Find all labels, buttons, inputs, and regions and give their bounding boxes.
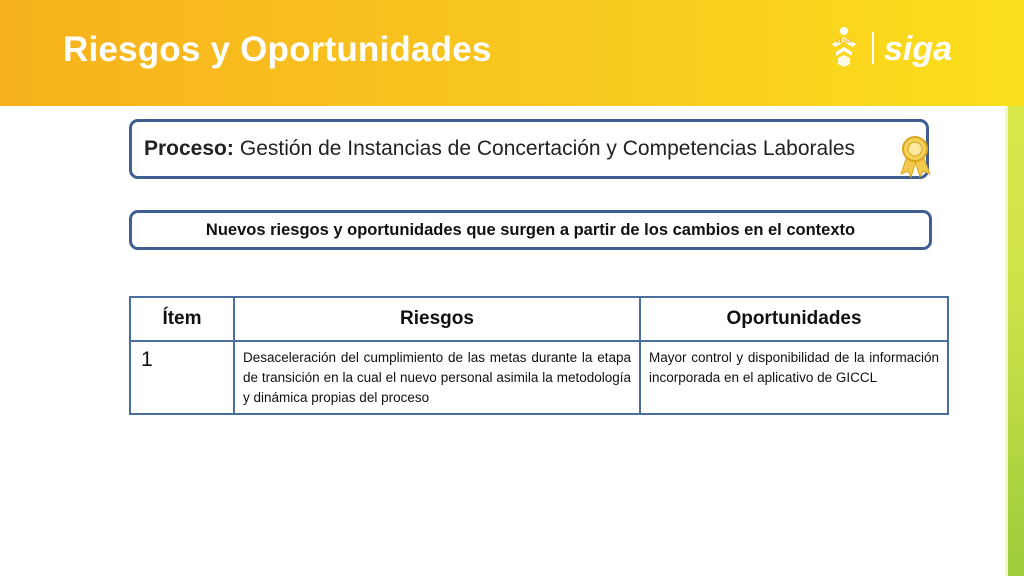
header-riesgos: Riesgos — [234, 297, 640, 341]
table-row — [130, 341, 948, 414]
risk-table — [129, 296, 949, 415]
sena-logo — [832, 27, 856, 67]
header-oportunidades: Oportunidades — [640, 297, 948, 341]
logo-divider — [872, 32, 874, 64]
page-title: Riesgos y Oportunidades — [63, 30, 492, 69]
context-subtitle: Nuevos riesgos y oportunidades que surgen a partir de los cambios en el contexto — [129, 210, 932, 250]
award-ribbon-icon — [897, 134, 935, 178]
cell-item: 1 — [130, 341, 234, 414]
svg-text:SENA: SENA — [835, 39, 853, 45]
sena-siga-logo — [822, 22, 972, 74]
header-banner — [0, 0, 1024, 106]
header-item: Ítem — [130, 297, 234, 341]
cell-riesgo: Desaceleración del cumplimiento de las metas durante la etapa de transición en la cual el nuevo personal asimila la metodología y dinámica propias del proceso — [234, 341, 640, 414]
siga-logo: siga — [884, 30, 953, 68]
table-header-row — [130, 297, 948, 341]
cell-oportunidad: Mayor control y disponibilidad de la información incorporada en el aplicativo de GICCL — [640, 341, 948, 414]
process-value: Gestión de Instancias de Concertación y Competencias Laborales — [239, 137, 856, 160]
process-label: Proceso: — [144, 137, 234, 160]
side-strip — [1008, 106, 1024, 576]
process-box — [129, 119, 929, 179]
